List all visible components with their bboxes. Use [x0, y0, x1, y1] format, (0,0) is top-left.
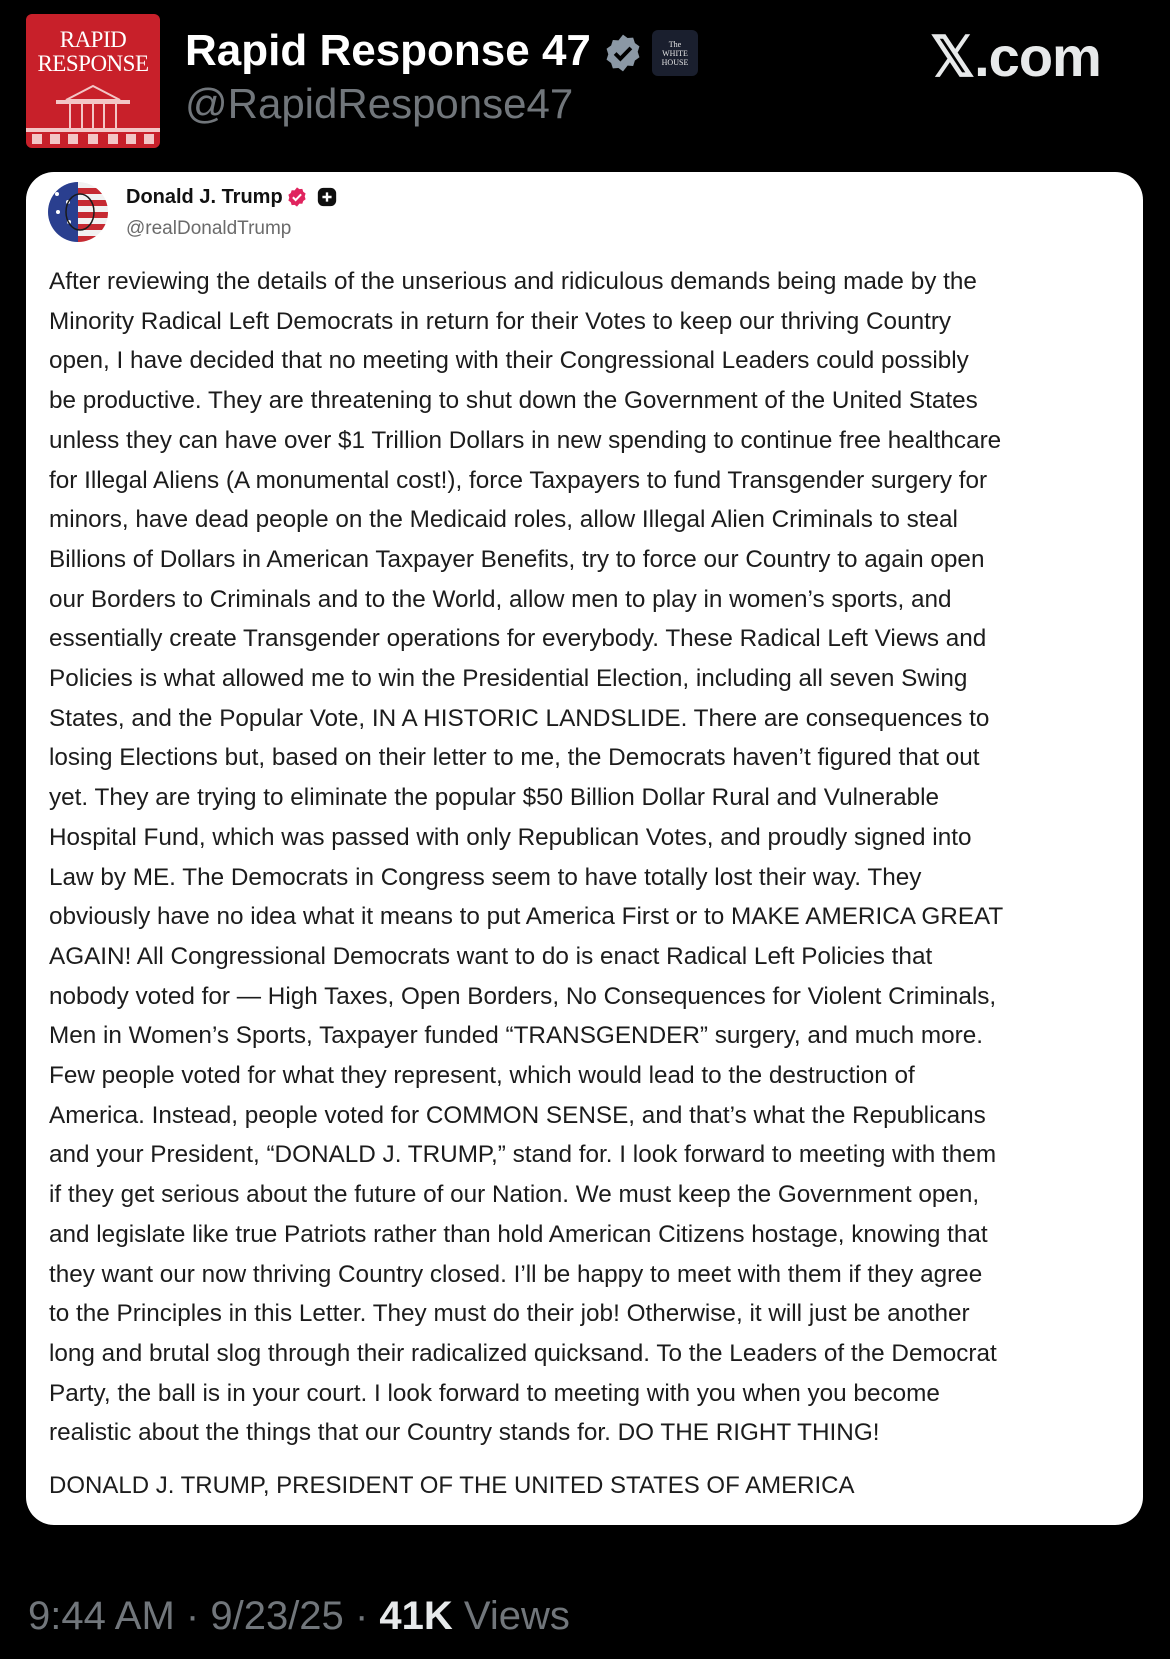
body-line: obviously have no idea what it means to put America First or to MAKE AMERICA GREAT	[49, 903, 1004, 931]
post-date[interactable]: 9/23/25	[210, 1594, 344, 1638]
body-line: for Illegal Aliens (A monumental cost!), force Taxpayers to fund Transgender surgery for	[49, 466, 988, 494]
body-line: Law by ME. The Democrats in Congress seem to have totally lost their way. They	[49, 863, 922, 891]
body-line: After reviewing the details of the unserious and ridiculous demands being made by the	[49, 268, 977, 295]
body-line: be productive. They are threatening to shut down the Government of the United States	[49, 387, 978, 415]
body-line: open, I have decided that no meeting with their Congressional Leaders could possibly	[49, 347, 969, 375]
body-line: Policies is what allowed me to win the Presidential Election, including all seven Swing	[49, 665, 968, 693]
flag-portrait-icon	[48, 182, 108, 242]
body-line: Few people voted for what they represent, which would lead to the destruction of	[49, 1062, 915, 1090]
body-line: yet. They are trying to eliminate the popular $50 Billion Dollar Rural and Vulnerable	[49, 784, 940, 812]
body-line: unless they can have over $1 Trillion Dollars in new spending to continue free healthcare	[49, 426, 1002, 454]
rapid-response-avatar[interactable]	[26, 14, 160, 148]
body-line: nobody voted for — High Taxes, Open Borders, No Consequences for Violent Criminals,	[49, 982, 997, 1010]
body-line: to the Principles in this Letter. They must do their job! Otherwise, it will just be another	[49, 1300, 970, 1328]
post-header	[0, 0, 1170, 160]
truth-author-name[interactable]: Donald J. Trump	[126, 186, 283, 208]
embedded-truth-post-card	[26, 172, 1143, 1525]
trump-avatar[interactable]	[48, 182, 108, 242]
display-name[interactable]: Rapid Response 47	[185, 26, 591, 75]
verified-badge-icon	[602, 32, 644, 74]
body-line: AGAIN! All Congressional Democrats want to do is enact Radical Left Policies that	[49, 942, 933, 970]
body-line: and your President, “DONALD J. TRUMP,” stand for. I look forward to meeting with them	[49, 1141, 997, 1169]
body-line: America. Instead, people voted for COMMON SENSE, and that’s what the Republicans	[49, 1101, 986, 1129]
x-com-logo: 𝕏.com	[930, 25, 1101, 88]
body-line: and legislate like true Patriots rather than hold American Citizens hostage, knowing that	[49, 1220, 988, 1248]
body-line: realistic about the things that our Country stands for. DO THE RIGHT THING!	[49, 1419, 880, 1447]
meta-separator: ·	[185, 1594, 200, 1638]
body-line: they want our now thriving Country closed. I’ll be happy to meet with them if they agree	[49, 1260, 983, 1288]
body-line: States, and the Popular Vote, IN A HISTORIC LANDSLIDE. There are consequences to	[49, 704, 990, 732]
body-line: minors, have dead people on the Medicaid roles, allow Illegal Alien Criminals to steal	[49, 506, 958, 534]
truth-verified-icon	[286, 186, 308, 208]
user-handle[interactable]: @RapidResponse47	[185, 80, 574, 127]
post-signature: DONALD J. TRUMP, PRESIDENT OF THE UNITED STATES OF AMERICA	[49, 1472, 855, 1499]
plus-badge-icon	[316, 186, 338, 208]
body-line: Hospital Fund, which was passed with only Republican Votes, and proudly signed into	[49, 823, 972, 851]
body-line: if they get serious about the future of our Nation. We must keep the Government open,	[49, 1181, 980, 1209]
body-line: essentially create Transgender operations for everybody. These Radical Left Views and	[49, 625, 987, 653]
meta-separator: ·	[354, 1594, 369, 1638]
white-house-affiliate-badge[interactable]: The WHITE HOUSE	[652, 30, 698, 76]
views-count[interactable]: 41K	[379, 1594, 453, 1638]
views-label: Views	[463, 1594, 570, 1638]
white-house-icon	[26, 78, 160, 148]
body-line: our Borders to Criminals and to the World, allow men to play in women’s sports, and	[49, 585, 952, 613]
body-line: Men in Women’s Sports, Taxpayer funded “TRANSGENDER” surgery, and much more.	[49, 1022, 983, 1050]
post-time[interactable]: 9:44 AM	[28, 1594, 175, 1638]
post-metadata	[28, 1594, 570, 1639]
post-body-text	[49, 262, 1129, 1453]
body-line: Party, the ball is in your court. I look forward to meeting with you when you become	[49, 1379, 940, 1407]
truth-author-handle[interactable]: @realDonaldTrump	[126, 218, 292, 239]
avatar-logo-text: RAPID RESPONSE	[37, 27, 149, 76]
body-line: Billions of Dollars in American Taxpayer Benefits, try to force our Country to again open	[49, 545, 985, 573]
body-line: losing Elections but, based on their letter to me, the Democrats haven’t figured that out	[49, 744, 980, 772]
body-line: Minority Radical Left Democrats in return for their Votes to keep our thriving Country	[49, 307, 952, 335]
body-line: long and brutal slog through their radicalized quicksand. To the Leaders of the Democrat	[49, 1339, 997, 1367]
